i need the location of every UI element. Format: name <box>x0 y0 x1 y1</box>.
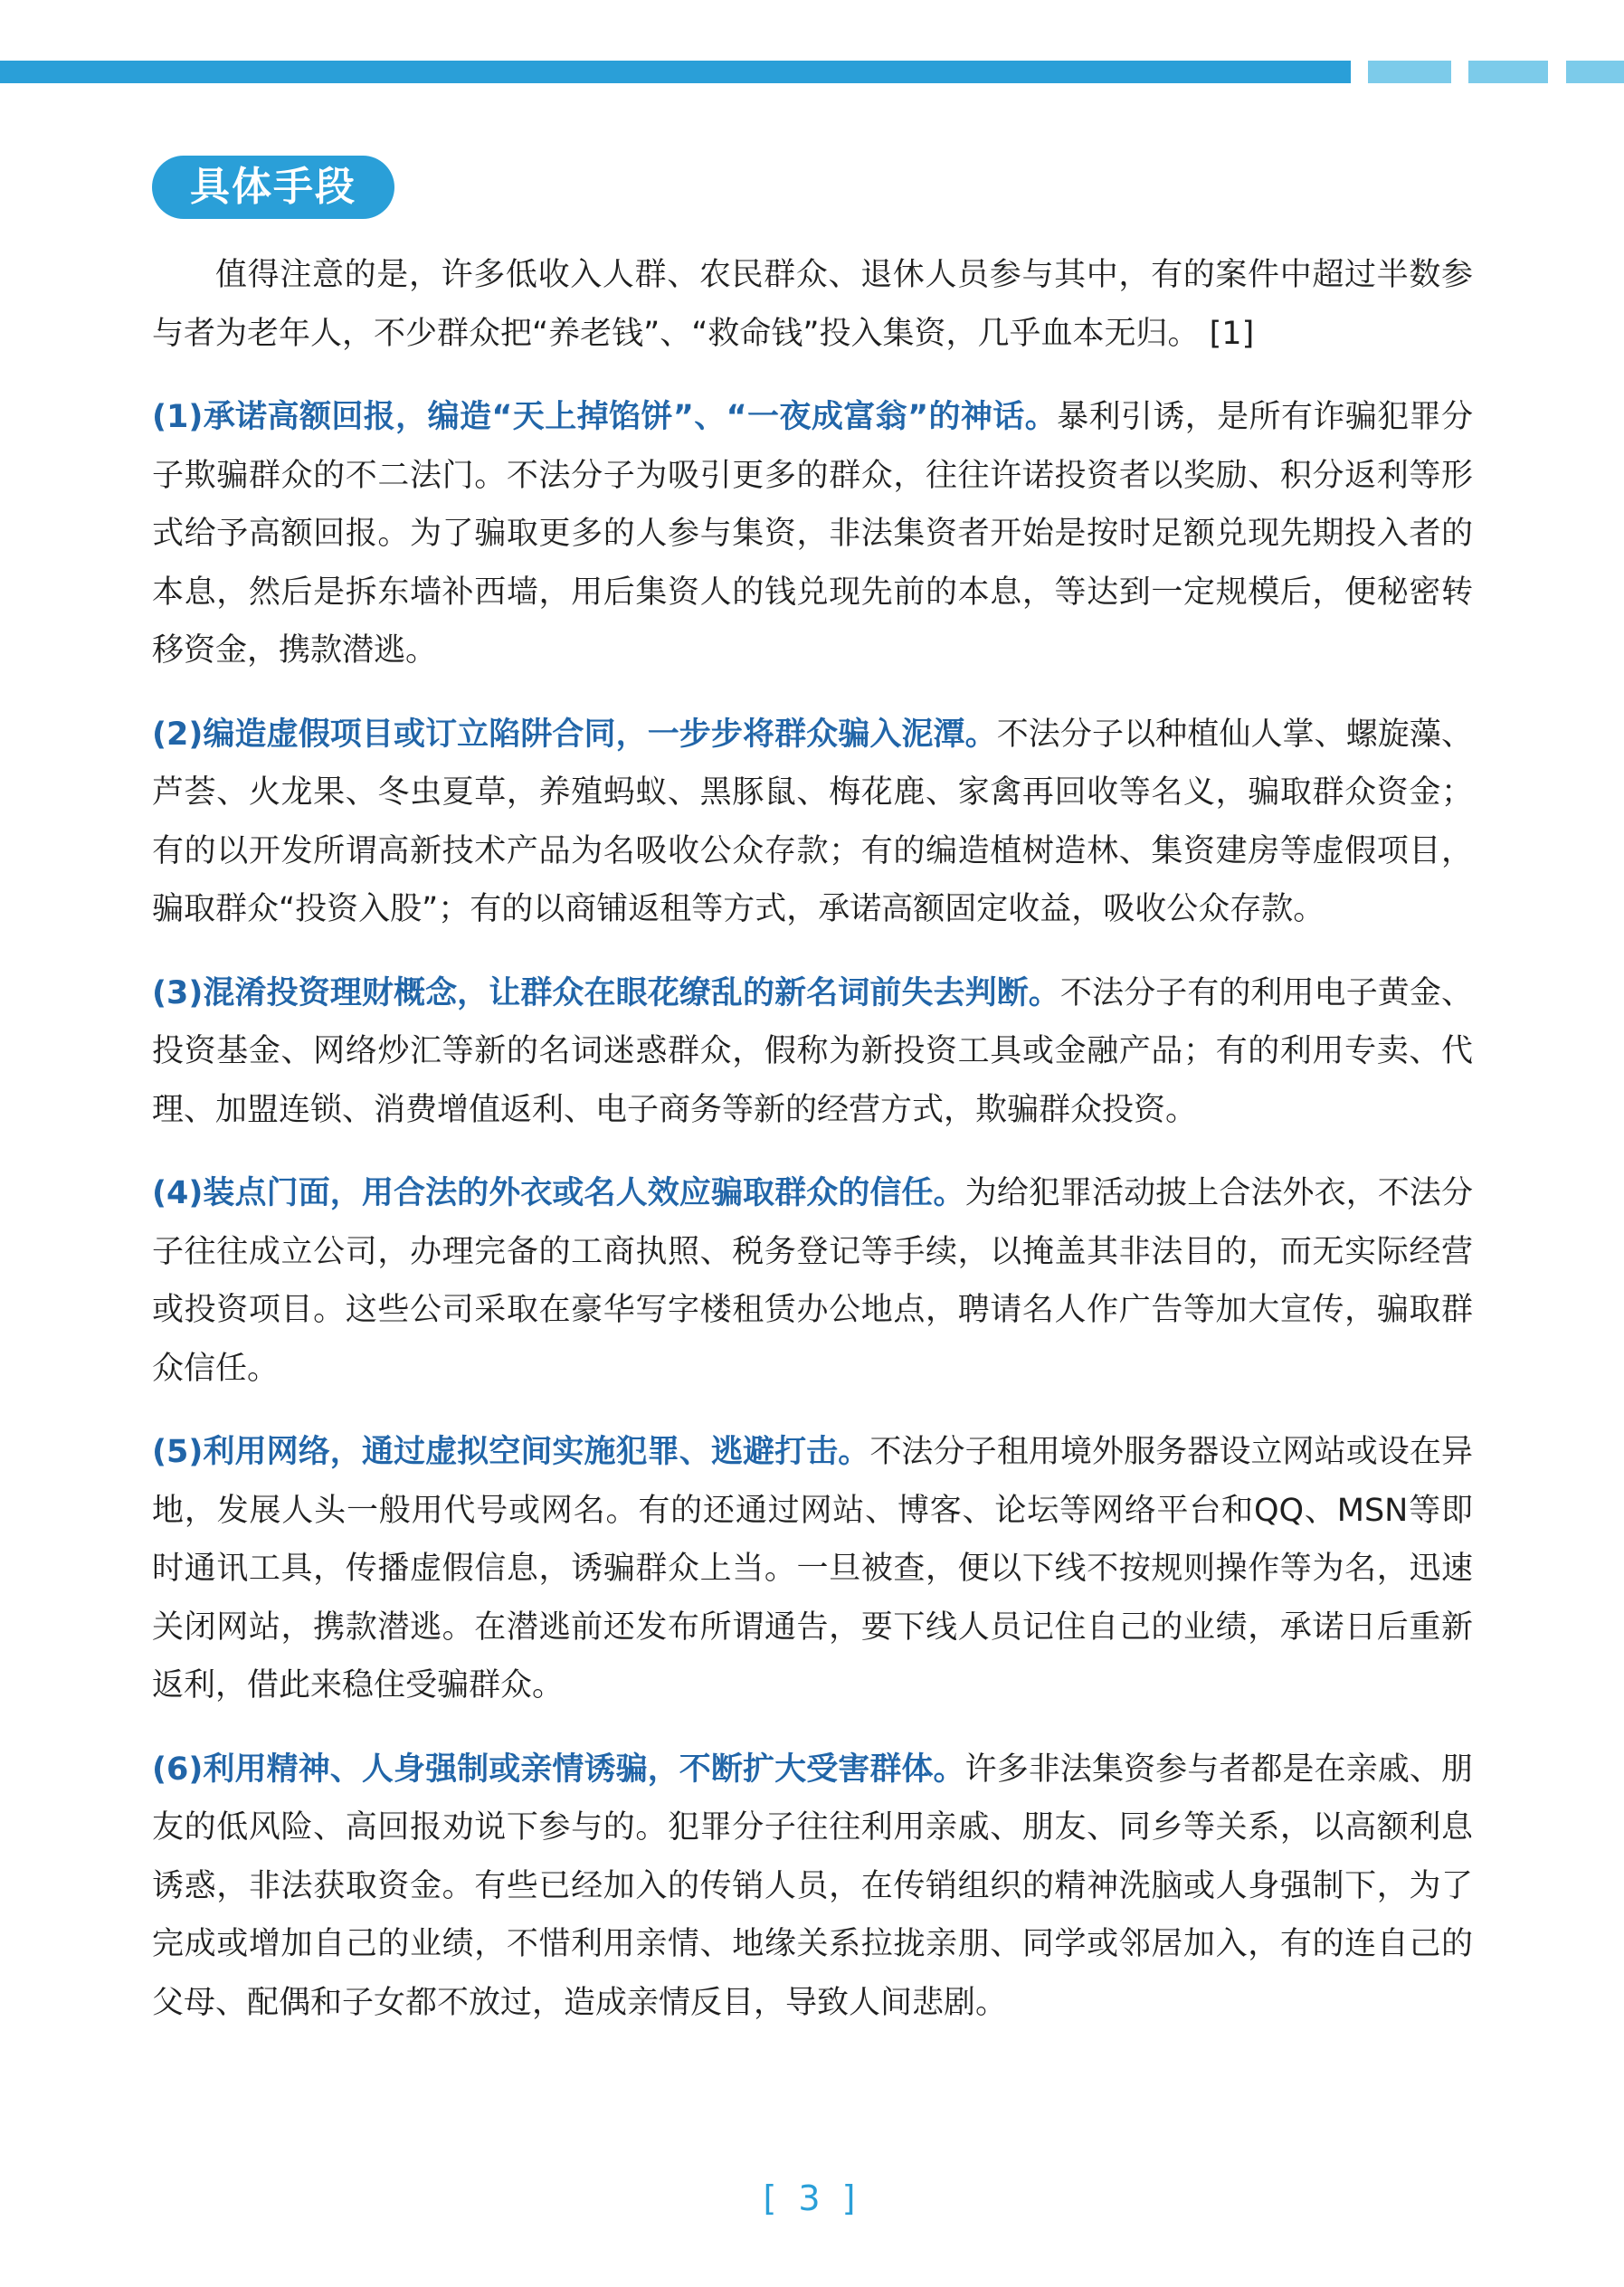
article-body <box>152 246 1473 2057</box>
item-body: 不法分子以种植仙人掌、螺旋藻、芦荟、火龙果、冬虫夏草，养殖蚂蚁、黑豚鼠、梅花鹿、家禽再回收等名义，骗取群众资金；有的以开发所谓高新技术产品为名吸收公众存款；有的编造植树造林、集资建房等虚假项目，骗取群众“投资入股”；有的以商铺返租等方式，承诺高额固定收益，吸收公众存款。 <box>152 716 1473 927</box>
item-heading: (3)混淆投资理财概念，让群众在眼花缭乱的新名词前失去判断。 <box>152 974 1060 1011</box>
header-bar <box>0 61 1351 83</box>
item-body: 不法分子有的利用电子黄金、投资基金、网络炒汇等新的名词迷惑群众，假称为新投资工具或金融产品；有的利用专卖、代理、加盟连锁、消费增值返利、电子商务等新的经营方式，欺骗群众投资。 <box>152 974 1473 1128</box>
item-heading: (5)利用网络，通过虚拟空间实施犯罪、逃避打击。 <box>152 1434 870 1470</box>
item-heading: (2)编造虚假项目或订立陷阱合同，一步步将群众骗入泥潭。 <box>152 716 997 753</box>
list-item <box>152 964 1473 1140</box>
item-body: 为给犯罪活动披上合法外衣，不法分子往往成立公司，办理完备的工商执照、税务登记等手续，以掩盖其非法目的，而无实际经营或投资项目。这些公司采取在豪华写字楼租赁办公地点，聘请名人作广告等加大宣传，骗取群众信任。 <box>152 1175 1473 1387</box>
list-item <box>152 1164 1473 1398</box>
list-item <box>152 1741 1473 2033</box>
list-item <box>152 1423 1473 1715</box>
section-title: 具体手段 <box>152 156 394 219</box>
item-heading: (1)承诺高额回报，编造“天上掉馅饼”、“一夜成富翁”的神话。 <box>152 399 1058 435</box>
page-number: [ 3 ] <box>763 2178 861 2218</box>
item-heading: (4)装点门面，用合法的外衣或名人效应骗取群众的信任。 <box>152 1175 965 1211</box>
intro-paragraph: 值得注意的是，许多低收入人群、农民群众、退休人员参与其中，有的案件中超过半数参与者为老年人，不少群众把“养老钱”、“救命钱”投入集资，几乎血本无归。 [1] <box>152 257 1473 352</box>
item-body: 暴利引诱，是所有诈骗犯罪分子欺骗群众的不二法门。不法分子为吸引更多的群众，往往许诺投资者以奖励、积分返利等形式给予高额回报。为了骗取更多的人参与集资，非法集资者开始是按时足额兑现先期投入者的本息，然后是拆东墙补西墙，用后集资人的钱兑现先前的本息，等达到一定规模后，便秘密转移资金，携款潜逃。 <box>152 399 1473 669</box>
header-bar-segment <box>1368 61 1451 83</box>
header-bar-segment <box>1468 61 1548 83</box>
list-item <box>152 388 1473 680</box>
item-body: 不法分子租用境外服务器设立网站或设在异地，发展人头一般用代号或网名。有的还通过网站、博客、论坛等网络平台和QQ、MSN等即时通讯工具，传播虚假信息，诱骗群众上当。一旦被查，便以下线不按规则操作等为名，迅速关闭网站，携款潜逃。在潜逃前还发布所谓通告，要下线人员记住自己的业绩，承诺日后重新返利，借此来稳住受骗群众。 <box>152 1434 1473 1703</box>
list-item <box>152 706 1473 939</box>
header-bar-segment <box>1566 61 1624 83</box>
item-body: 许多非法集资参与者都是在亲戚、朋友的低风险、高回报劝说下参与的。犯罪分子往往利用亲戚、朋友、同乡等关系，以高额利息诱惑，非法获取资金。有些已经加入的传销人员，在传销组织的精神洗脑或人身强制下，为了完成或增加自己的业绩，不惜利用亲情、地缘关系拉拢亲朋、同学或邻居加入，有的连自己的父母、配偶和子女都不放过，造成亲情反目，导致人间悲剧。 <box>152 1751 1473 2021</box>
item-heading: (6)利用精神、人身强制或亲情诱骗，不断扩大受害群体。 <box>152 1751 965 1788</box>
